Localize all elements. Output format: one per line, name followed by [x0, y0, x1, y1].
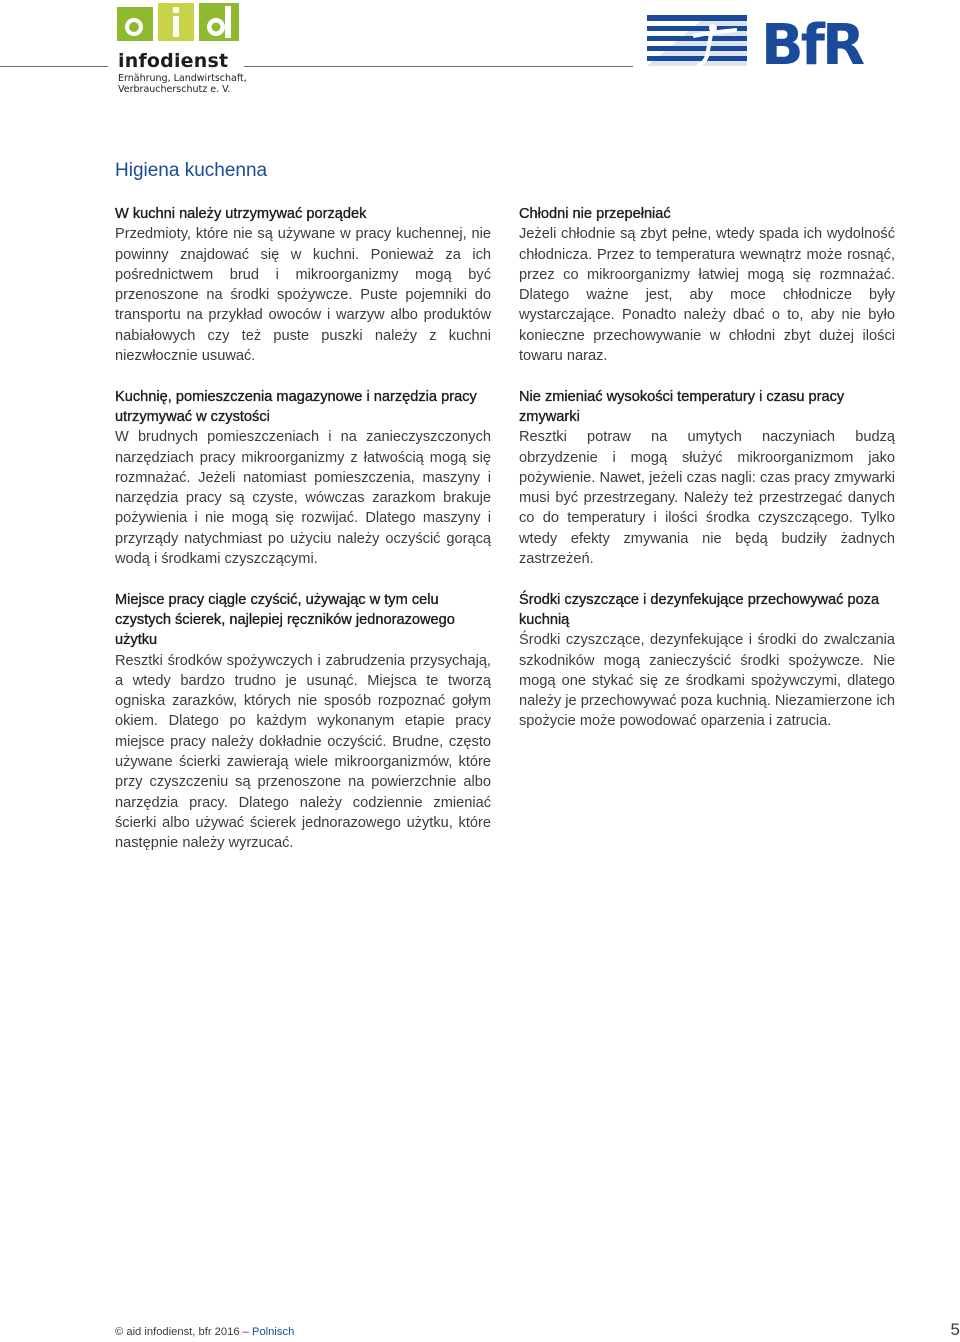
section-heading: W kuchni należy utrzymywać porządek — [115, 206, 367, 222]
aid-letters-icon — [117, 3, 239, 41]
aid-infodienst-logo — [117, 3, 247, 95]
left-column — [115, 204, 491, 874]
footer-copyright-text: © aid infodienst, bfr 2016 – — [115, 1326, 249, 1338]
aid-subtitle-line2: Verbraucherschutz e. V. — [118, 84, 231, 95]
section-heading: Nie zmieniać wysokości temperatury i czasu pracy zmywarki — [519, 388, 845, 425]
section-body: W brudnych pomieszczeniach i na zanieczyszczonych narzędziach pracy mikroorganizmy z łatwością mogą się rozmnażać. Jeżeli natomiast pomieszczenia, maszyny i narzędzia pracy są czyste, wówczas zarazkom brakuje pożywienia i nie mogą się rozwijać. Dlatego maszyny i przyrządy natychmiast po użyciu należy oczyścić gorącą wodą i środkami czyszczącymi. — [115, 429, 491, 568]
section-body: Resztki środków spożywczych i zabrudzenia przysychają, a wtedy bardzo trudno je usunąć. Miejsca te tworzą ogniska zarazków, których nie sposób rozpoznać gołym okiem. Dlatego po każdym wykonanym etapie pracy miejsce pracy należy dokładnie oczyścić. Brudne, często używane ścierki zawierają wiele mikroorganizmów, które przy czyszczeniu są przenoszone na powierzchnie albo narzędzia pracy. Dlatego należy codziennie zmieniać ścierki albo używać ścierek jednorazowego użytku, które następnie należy wyrzucać. — [115, 652, 491, 852]
section-heading: Środki czyszczące i dezynfekujące przechowywać poza kuchnią — [519, 591, 880, 628]
aid-brand-text: infodienst — [118, 50, 229, 72]
aid-subtitle-line1: Ernährung, Landwirtschaft, — [118, 73, 247, 84]
section-heading: Chłodni nie przepełniać — [519, 206, 671, 222]
section-kitchen-cleanliness — [115, 387, 491, 570]
section-kitchen-order — [115, 204, 491, 366]
section-body: Jeżeli chłodnie są zbyt pełne, wtedy spada ich wydolność chłodnicza. Przez to temperatura wewnątrz może rosnąć, przez co mikroorganizmy łatwiej mogą się rozmnażać. Dlatego ważne jest, aby moce chłodnicze były wystarczające. Ponadto należy dbać o to, aby nie było konieczne przechowywanie w chłodni zbyt dużej ilości towaru naraz. — [519, 226, 895, 365]
section-heading: Miejsce pracy ciągle czyścić, używając w tym celu czystych ścierek, najlepiej ręczników jednorazowego użytku — [115, 591, 455, 649]
section-body: Resztki potraw na umytych naczyniach budzą obrzydzenie i mogą służyć mikroorganizmom jako pożywienie. Nawet, jeżeli czas nagli: czas pracy zmywarki musi być przestrzegany. Należy też przestrzegać danych co do temperatury i ilości środka czyszczącego. Tylko wtedy efekty zmywania nie będą budziły żadnych zastrzeżeń. — [519, 429, 895, 568]
section-workplace-cleaning — [115, 590, 491, 854]
section-heading: Kuchnię, pomieszczenia magazynowe i narzędzia pracy utrzymywać w czystości — [115, 388, 477, 425]
section-cleaning-agents — [519, 590, 895, 732]
footer-language: Polnisch — [252, 1326, 295, 1338]
right-column — [519, 204, 895, 752]
header-rule-middle — [244, 66, 633, 67]
section-body: Środki czyszczące, dezynfekujące i środki do zwalczania szkodników mogą zanieczyścić środki spożywcze. Nie mogą one stykać się ze środkami spożywczymi, dlatego należy je przechowywać poza kuchnią. Niezamierzone ich spożycie może powodować oparzenia i zatrucia. — [519, 632, 895, 730]
section-cold-storage — [519, 204, 895, 366]
svg-text:BfR: BfR — [761, 14, 863, 68]
page-title: Higiena kuchenna — [115, 160, 268, 181]
section-dishwasher — [519, 387, 895, 570]
page-number: 5 — [950, 1320, 960, 1339]
section-body: Przedmioty, które nie są używane w pracy kuchennej, nie powinny znajdować się w kuchni. Ponieważ za ich pośrednictwem brud i mikroorganizmy mogą być przenoszone na środki spożywcze. Puste pojemniki do transportu na przykład owoców i warzyw albo produktów nabiałowych czy też puste puszki należy z kuchni niezwłocznie usuwać. — [115, 226, 491, 365]
header-rule-left — [0, 66, 108, 67]
bfr-logo-icon — [647, 14, 891, 68]
footer-copyright — [115, 1326, 294, 1338]
